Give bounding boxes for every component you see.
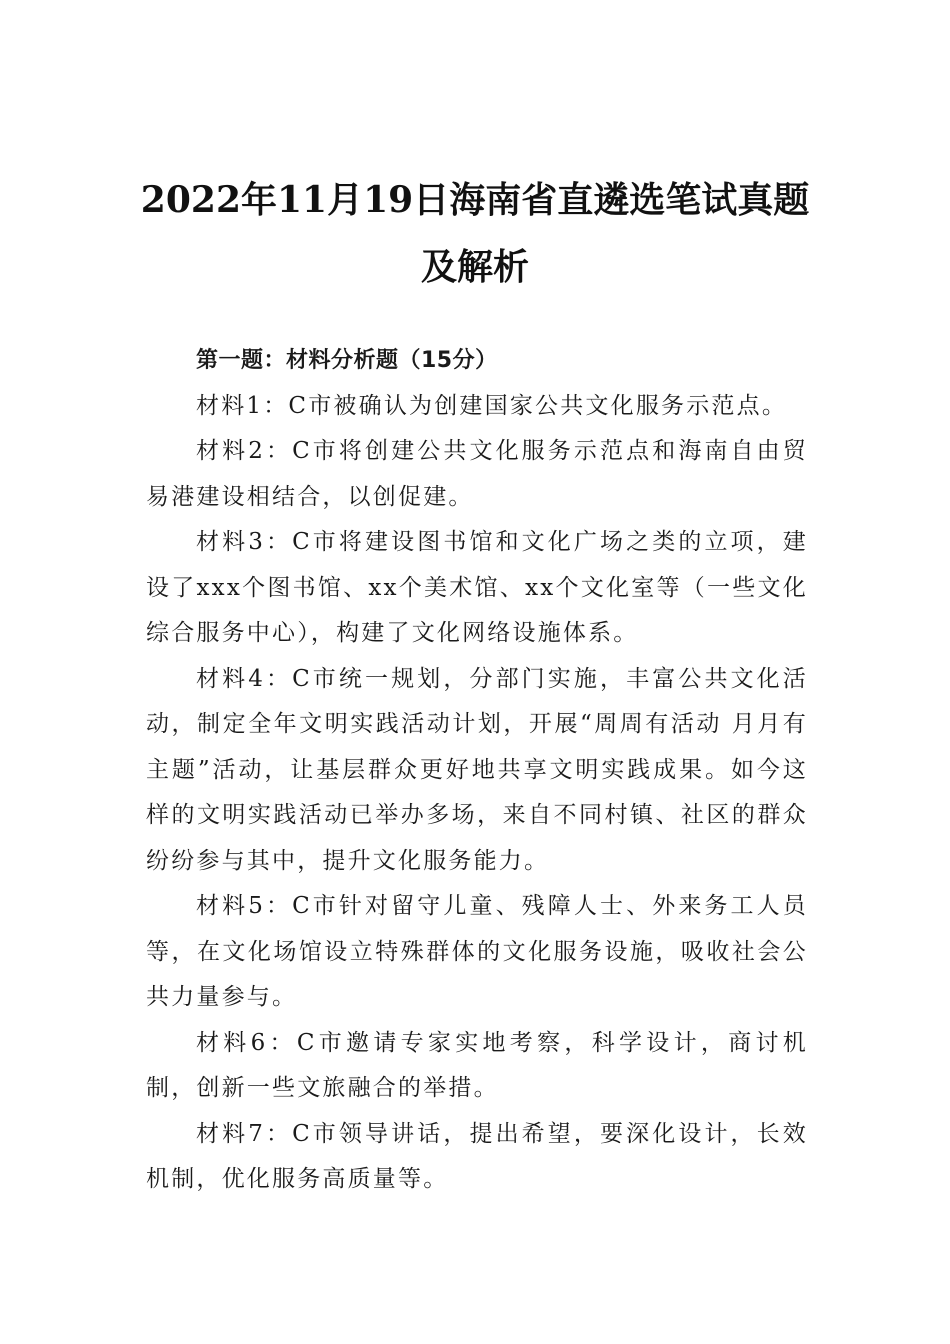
document-title-line-2: 及解析 bbox=[420, 246, 529, 288]
document-title-line-1: 2022年11月19日海南省直遴选笔试真题 bbox=[140, 179, 810, 221]
material-4: 材料4：C市统一规划，分部门实施，丰富公共文化活动，制定全年文明实践活动计划，开展“周周有活动 月月有主题”活动，让基层群众更好地共享文明实践成果。如今这样的文明实践活动已举办多场，来自不同村镇、社区的群众纷纷参与其中，提升文化服务能力。 bbox=[146, 665, 808, 874]
question-heading: 第一题：材料分析题（15分） bbox=[196, 348, 498, 373]
material-5: 材料5：C市针对留守儿童、残障人士、外来务工人员等，在文化场馆设立特殊群体的文化服务设施，吸收社会公共力量参与。 bbox=[146, 893, 808, 1010]
material-3: 材料3：C市将建设图书馆和文化广场之类的立项，建设了xxx个图书馆、xx个美术馆、xx个文化室等（一些文化综合服务中心），构建了文化网络设施体系。 bbox=[146, 529, 808, 646]
material-6: 材料6：C市邀请专家实地考察，科学设计，商讨机制，创新一些文旅融合的举措。 bbox=[146, 1029, 808, 1101]
material-7: 材料7：C市领导讲话，提出希望，要深化设计，长效机制，优化服务高质量等。 bbox=[146, 1120, 808, 1192]
material-1: 材料1：C市被确认为创建国家公共文化服务示范点。 bbox=[196, 392, 788, 419]
document-body bbox=[146, 338, 808, 1203]
material-2: 材料2：C市将创建公共文化服务示范点和海南自由贸易港建设相结合，以创促建。 bbox=[146, 438, 808, 510]
